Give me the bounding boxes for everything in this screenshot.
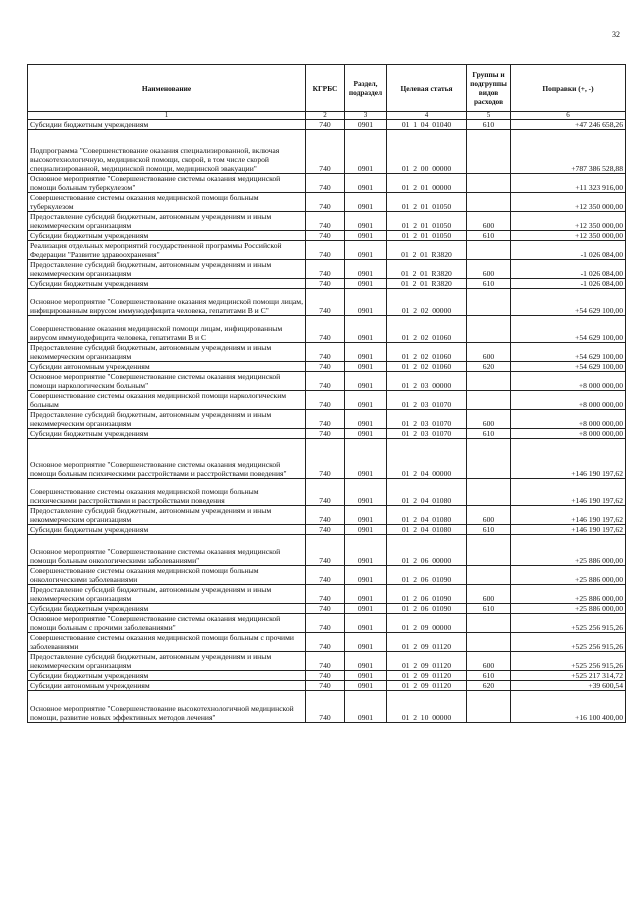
row-amendment-amount: +54 629 100,00 [511, 343, 626, 362]
table-row [28, 212, 626, 231]
table-row [28, 362, 626, 372]
row-target-article: 01 2 09 01120 [387, 633, 467, 652]
row-expense-group: 600 [467, 585, 511, 604]
row-expense-group: 600 [467, 260, 511, 279]
table-row [28, 343, 626, 362]
row-section: 0901 [345, 671, 387, 681]
table-row [28, 372, 626, 391]
row-kgrbs: 740 [306, 439, 345, 479]
row-section: 0901 [345, 652, 387, 671]
table-row [28, 130, 626, 174]
row-kgrbs: 740 [306, 633, 345, 652]
row-kgrbs: 740 [306, 241, 345, 260]
table-row [28, 535, 626, 566]
column-number: 3 [345, 112, 387, 120]
row-section: 0901 [345, 231, 387, 241]
row-kgrbs: 740 [306, 316, 345, 343]
table-row [28, 671, 626, 681]
table-row [28, 566, 626, 585]
row-expense-group: 610 [467, 120, 511, 130]
row-amendment-amount: +146 190 197,62 [511, 525, 626, 535]
row-section: 0901 [345, 391, 387, 410]
row-expense-group [467, 316, 511, 343]
row-section: 0901 [345, 429, 387, 439]
row-target-article: 01 2 06 01090 [387, 566, 467, 585]
row-expense-group: 600 [467, 212, 511, 231]
row-section: 0901 [345, 343, 387, 362]
row-section: 0901 [345, 604, 387, 614]
row-amendment-amount: +54 629 100,00 [511, 316, 626, 343]
row-amendment-amount: +12 350 000,00 [511, 212, 626, 231]
row-section: 0901 [345, 479, 387, 506]
column-number: 1 [28, 112, 306, 120]
row-kgrbs: 740 [306, 614, 345, 633]
row-expense-group: 620 [467, 362, 511, 372]
column-number: 4 [387, 112, 467, 120]
row-expense-group: 600 [467, 652, 511, 671]
table-row [28, 410, 626, 429]
row-kgrbs: 740 [306, 525, 345, 535]
table-row [28, 193, 626, 212]
row-target-article: 01 2 04 00000 [387, 439, 467, 479]
table-header-row [28, 65, 626, 112]
row-name: Основное мероприятие "Совершенствование высокотехнологичной медицинской помощи, развитие новых эффективных методов лечения" [28, 691, 306, 723]
row-amendment-amount: +39 600,54 [511, 681, 626, 691]
row-name: Субсидии бюджетным учреждениям [28, 525, 306, 535]
row-expense-group [467, 193, 511, 212]
row-kgrbs: 740 [306, 279, 345, 289]
row-section: 0901 [345, 260, 387, 279]
table-row [28, 260, 626, 279]
row-name: Совершенствование системы оказания медицинской помощи больным с прочими заболеваниями [28, 633, 306, 652]
row-section: 0901 [345, 279, 387, 289]
row-name: Субсидии бюджетным учреждениям [28, 279, 306, 289]
row-amendment-amount: +8 000 000,00 [511, 410, 626, 429]
row-kgrbs: 740 [306, 174, 345, 193]
row-section: 0901 [345, 120, 387, 130]
row-target-article: 01 2 03 01070 [387, 410, 467, 429]
row-amendment-amount: +8 000 000,00 [511, 391, 626, 410]
row-kgrbs: 740 [306, 479, 345, 506]
row-amendment-amount: +25 886 000,00 [511, 566, 626, 585]
row-expense-group: 610 [467, 279, 511, 289]
row-kgrbs: 740 [306, 429, 345, 439]
column-number: 2 [306, 112, 345, 120]
row-name: Подпрограмма "Совершенствование оказания специализированной, включая высокотехнологичную, медицинской помощи, скорой, в том числе скорой специализированной, медицинской помощи, медицинской эвакуации" [28, 130, 306, 174]
row-kgrbs: 740 [306, 120, 345, 130]
row-section: 0901 [345, 681, 387, 691]
row-name: Предоставление субсидий бюджетным, автономным учреждениям и иным некоммерческим организациям [28, 652, 306, 671]
row-target-article: 01 2 02 01060 [387, 343, 467, 362]
row-kgrbs: 740 [306, 391, 345, 410]
row-section: 0901 [345, 585, 387, 604]
row-expense-group [467, 614, 511, 633]
row-target-article: 01 2 02 01060 [387, 362, 467, 372]
row-name: Предоставление субсидий бюджетным, автономным учреждениям и иным некоммерческим организациям [28, 343, 306, 362]
row-kgrbs: 740 [306, 681, 345, 691]
row-expense-group: 610 [467, 525, 511, 535]
table-row [28, 691, 626, 723]
row-kgrbs: 740 [306, 289, 345, 316]
row-name: Совершенствование системы оказания медицинской помощи наркологическим больным [28, 391, 306, 410]
row-amendment-amount: +47 246 658,26 [511, 120, 626, 130]
row-expense-group [467, 372, 511, 391]
row-section: 0901 [345, 193, 387, 212]
table-row [28, 316, 626, 343]
row-name: Совершенствование системы оказания медицинской помощи больным туберкулезом [28, 193, 306, 212]
row-name: Предоставление субсидий бюджетным, автономным учреждениям и иным некоммерческим организациям [28, 260, 306, 279]
row-amendment-amount: +25 886 000,00 [511, 585, 626, 604]
row-kgrbs: 740 [306, 260, 345, 279]
table-row [28, 279, 626, 289]
row-section: 0901 [345, 174, 387, 193]
row-expense-group: 610 [467, 671, 511, 681]
row-name: Основное мероприятие "Совершенствование системы оказания медицинской помощи больным с прочими заболеваниями" [28, 614, 306, 633]
row-target-article: 01 2 09 01120 [387, 681, 467, 691]
row-section: 0901 [345, 410, 387, 429]
row-target-article: 01 2 01 R3820 [387, 241, 467, 260]
row-amendment-amount: +25 886 000,00 [511, 604, 626, 614]
row-name: Субсидии бюджетным учреждениям [28, 671, 306, 681]
row-name: Предоставление субсидий бюджетным, автономным учреждениям и иным некоммерческим организациям [28, 506, 306, 525]
row-section: 0901 [345, 130, 387, 174]
row-amendment-amount: +146 190 197,62 [511, 479, 626, 506]
table-row [28, 633, 626, 652]
row-kgrbs: 740 [306, 652, 345, 671]
row-name: Субсидии бюджетным учреждениям [28, 231, 306, 241]
table-row [28, 525, 626, 535]
row-section: 0901 [345, 439, 387, 479]
row-amendment-amount: +12 350 000,00 [511, 193, 626, 212]
row-amendment-amount: +25 886 000,00 [511, 535, 626, 566]
row-target-article: 01 2 03 00000 [387, 372, 467, 391]
row-section: 0901 [345, 535, 387, 566]
header-expense-group: Группы и подгруппы видов расходов [467, 65, 511, 112]
row-expense-group: 610 [467, 429, 511, 439]
row-target-article: 01 2 01 01050 [387, 193, 467, 212]
row-expense-group [467, 633, 511, 652]
row-amendment-amount: +525 256 915,26 [511, 614, 626, 633]
table-row [28, 604, 626, 614]
row-target-article: 01 2 00 00000 [387, 130, 467, 174]
row-name: Основное мероприятие "Совершенствование системы оказания медицинской помощи больным онкологическими заболеваниями" [28, 535, 306, 566]
row-target-article: 01 2 01 R3820 [387, 260, 467, 279]
row-section: 0901 [345, 241, 387, 260]
row-amendment-amount: -1 026 084,00 [511, 279, 626, 289]
table-row [28, 614, 626, 633]
table-row [28, 429, 626, 439]
row-target-article: 01 2 09 00000 [387, 614, 467, 633]
row-section: 0901 [345, 566, 387, 585]
table-row [28, 439, 626, 479]
row-name: Основное мероприятие "Совершенствование системы оказания медицинской помощи больным туберкулезом" [28, 174, 306, 193]
row-kgrbs: 740 [306, 372, 345, 391]
column-numbers-row [28, 112, 626, 120]
row-section: 0901 [345, 614, 387, 633]
row-expense-group [467, 174, 511, 193]
table-row [28, 479, 626, 506]
row-target-article: 01 2 02 01060 [387, 316, 467, 343]
row-kgrbs: 740 [306, 193, 345, 212]
row-amendment-amount: +8 000 000,00 [511, 372, 626, 391]
row-kgrbs: 740 [306, 343, 345, 362]
row-name: Предоставление субсидий бюджетным, автономным учреждениям и иным некоммерческим организациям [28, 410, 306, 429]
row-expense-group [467, 566, 511, 585]
row-kgrbs: 740 [306, 410, 345, 429]
row-section: 0901 [345, 633, 387, 652]
row-expense-group: 600 [467, 343, 511, 362]
header-section: Раздел, подраздел [345, 65, 387, 112]
column-number: 5 [467, 112, 511, 120]
row-target-article: 01 2 06 01090 [387, 604, 467, 614]
row-kgrbs: 740 [306, 566, 345, 585]
table-row [28, 120, 626, 130]
row-amendment-amount: +54 629 100,00 [511, 289, 626, 316]
row-expense-group: 600 [467, 410, 511, 429]
header-kgrbs: КГРБС [306, 65, 345, 112]
row-amendment-amount: +146 190 197,62 [511, 506, 626, 525]
row-kgrbs: 740 [306, 212, 345, 231]
row-name: Субсидии бюджетным учреждениям [28, 604, 306, 614]
row-amendment-amount: +8 000 000,00 [511, 429, 626, 439]
row-target-article: 01 2 04 01080 [387, 506, 467, 525]
table-row [28, 231, 626, 241]
row-expense-group: 610 [467, 231, 511, 241]
row-amendment-amount: -1 026 084,00 [511, 241, 626, 260]
row-kgrbs: 740 [306, 535, 345, 566]
row-section: 0901 [345, 316, 387, 343]
row-name: Основное мероприятие "Совершенствование системы оказания медицинской помощи наркологическим больным" [28, 372, 306, 391]
row-target-article: 01 2 04 01080 [387, 525, 467, 535]
row-name: Субсидии автономным учреждениям [28, 362, 306, 372]
row-amendment-amount: +525 217 314,72 [511, 671, 626, 681]
row-expense-group: 620 [467, 681, 511, 691]
row-name: Предоставление субсидий бюджетным, автономным учреждениям и иным некоммерческим организациям [28, 212, 306, 231]
row-name: Совершенствование системы оказания медицинской помощи больным онкологическими заболеваниями [28, 566, 306, 585]
row-section: 0901 [345, 691, 387, 723]
row-expense-group [467, 130, 511, 174]
table-row [28, 681, 626, 691]
row-target-article: 01 2 06 00000 [387, 535, 467, 566]
row-kgrbs: 740 [306, 130, 345, 174]
row-target-article: 01 2 03 01070 [387, 429, 467, 439]
row-expense-group: 610 [467, 604, 511, 614]
row-section: 0901 [345, 362, 387, 372]
row-amendment-amount: +12 350 000,00 [511, 231, 626, 241]
row-expense-group [467, 391, 511, 410]
row-kgrbs: 740 [306, 506, 345, 525]
table-row [28, 289, 626, 316]
row-expense-group: 600 [467, 506, 511, 525]
row-amendment-amount: +787 386 528,88 [511, 130, 626, 174]
row-expense-group [467, 535, 511, 566]
row-amendment-amount: +525 256 915,26 [511, 633, 626, 652]
row-target-article: 01 1 04 01040 [387, 120, 467, 130]
row-amendment-amount: +525 256 915,26 [511, 652, 626, 671]
row-target-article: 01 2 02 00000 [387, 289, 467, 316]
header-name: Наименование [28, 65, 306, 112]
row-kgrbs: 740 [306, 671, 345, 681]
row-kgrbs: 740 [306, 362, 345, 372]
table-row [28, 174, 626, 193]
row-target-article: 01 2 01 R3820 [387, 279, 467, 289]
column-number: 6 [511, 112, 626, 120]
row-name: Предоставление субсидий бюджетным, автономным учреждениям и иным некоммерческим организациям [28, 585, 306, 604]
row-name: Основное мероприятие "Совершенствование системы оказания медицинской помощи больным психическими расстройствами и расстройствами поведения" [28, 439, 306, 479]
row-target-article: 01 2 03 01070 [387, 391, 467, 410]
row-kgrbs: 740 [306, 585, 345, 604]
row-target-article: 01 2 04 01080 [387, 479, 467, 506]
row-name: Субсидии бюджетным учреждениям [28, 429, 306, 439]
row-target-article: 01 2 09 01120 [387, 652, 467, 671]
row-expense-group [467, 691, 511, 723]
table-body [28, 120, 626, 723]
row-section: 0901 [345, 289, 387, 316]
row-expense-group [467, 479, 511, 506]
row-amendment-amount: +146 190 197,62 [511, 439, 626, 479]
row-target-article: 01 2 06 01090 [387, 585, 467, 604]
row-name: Совершенствование оказания медицинской помощи лицам, инфицированным вирусом иммунодефицита человека, гепатитами В и С [28, 316, 306, 343]
table-row [28, 391, 626, 410]
row-amendment-amount: -1 026 084,00 [511, 260, 626, 279]
row-amendment-amount: +16 100 400,00 [511, 691, 626, 723]
row-amendment-amount: +11 323 916,00 [511, 174, 626, 193]
row-name: Реализация отдельных мероприятий государственной программы Российской Федерации "Развитие здравоохранения" [28, 241, 306, 260]
header-amendments: Поправки (+, -) [511, 65, 626, 112]
row-expense-group [467, 289, 511, 316]
header-target: Целевая статья [387, 65, 467, 112]
row-target-article: 01 2 01 01050 [387, 231, 467, 241]
row-amendment-amount: +54 629 100,00 [511, 362, 626, 372]
row-target-article: 01 2 10 00000 [387, 691, 467, 723]
row-section: 0901 [345, 525, 387, 535]
table-row [28, 585, 626, 604]
row-expense-group [467, 439, 511, 479]
row-target-article: 01 2 09 01120 [387, 671, 467, 681]
table-row [28, 506, 626, 525]
row-kgrbs: 740 [306, 231, 345, 241]
row-section: 0901 [345, 212, 387, 231]
row-name: Субсидии бюджетным учреждениям [28, 120, 306, 130]
row-target-article: 01 2 01 00000 [387, 174, 467, 193]
row-name: Основное мероприятие "Совершенствование оказания медицинской помощи лицам, инфицированным вирусом иммунодефицита человека, гепатитами В и С" [28, 289, 306, 316]
row-kgrbs: 740 [306, 604, 345, 614]
row-section: 0901 [345, 372, 387, 391]
row-expense-group [467, 241, 511, 260]
table-row [28, 241, 626, 260]
row-section: 0901 [345, 506, 387, 525]
table-row [28, 652, 626, 671]
row-name: Совершенствование системы оказания медицинской помощи больным психическими расстройствами и расстройствами поведения [28, 479, 306, 506]
budget-amendments-table [27, 64, 626, 723]
row-name: Субсидии автономным учреждениям [28, 681, 306, 691]
row-target-article: 01 2 01 01050 [387, 212, 467, 231]
page-number: 32 [612, 30, 620, 39]
row-kgrbs: 740 [306, 691, 345, 723]
